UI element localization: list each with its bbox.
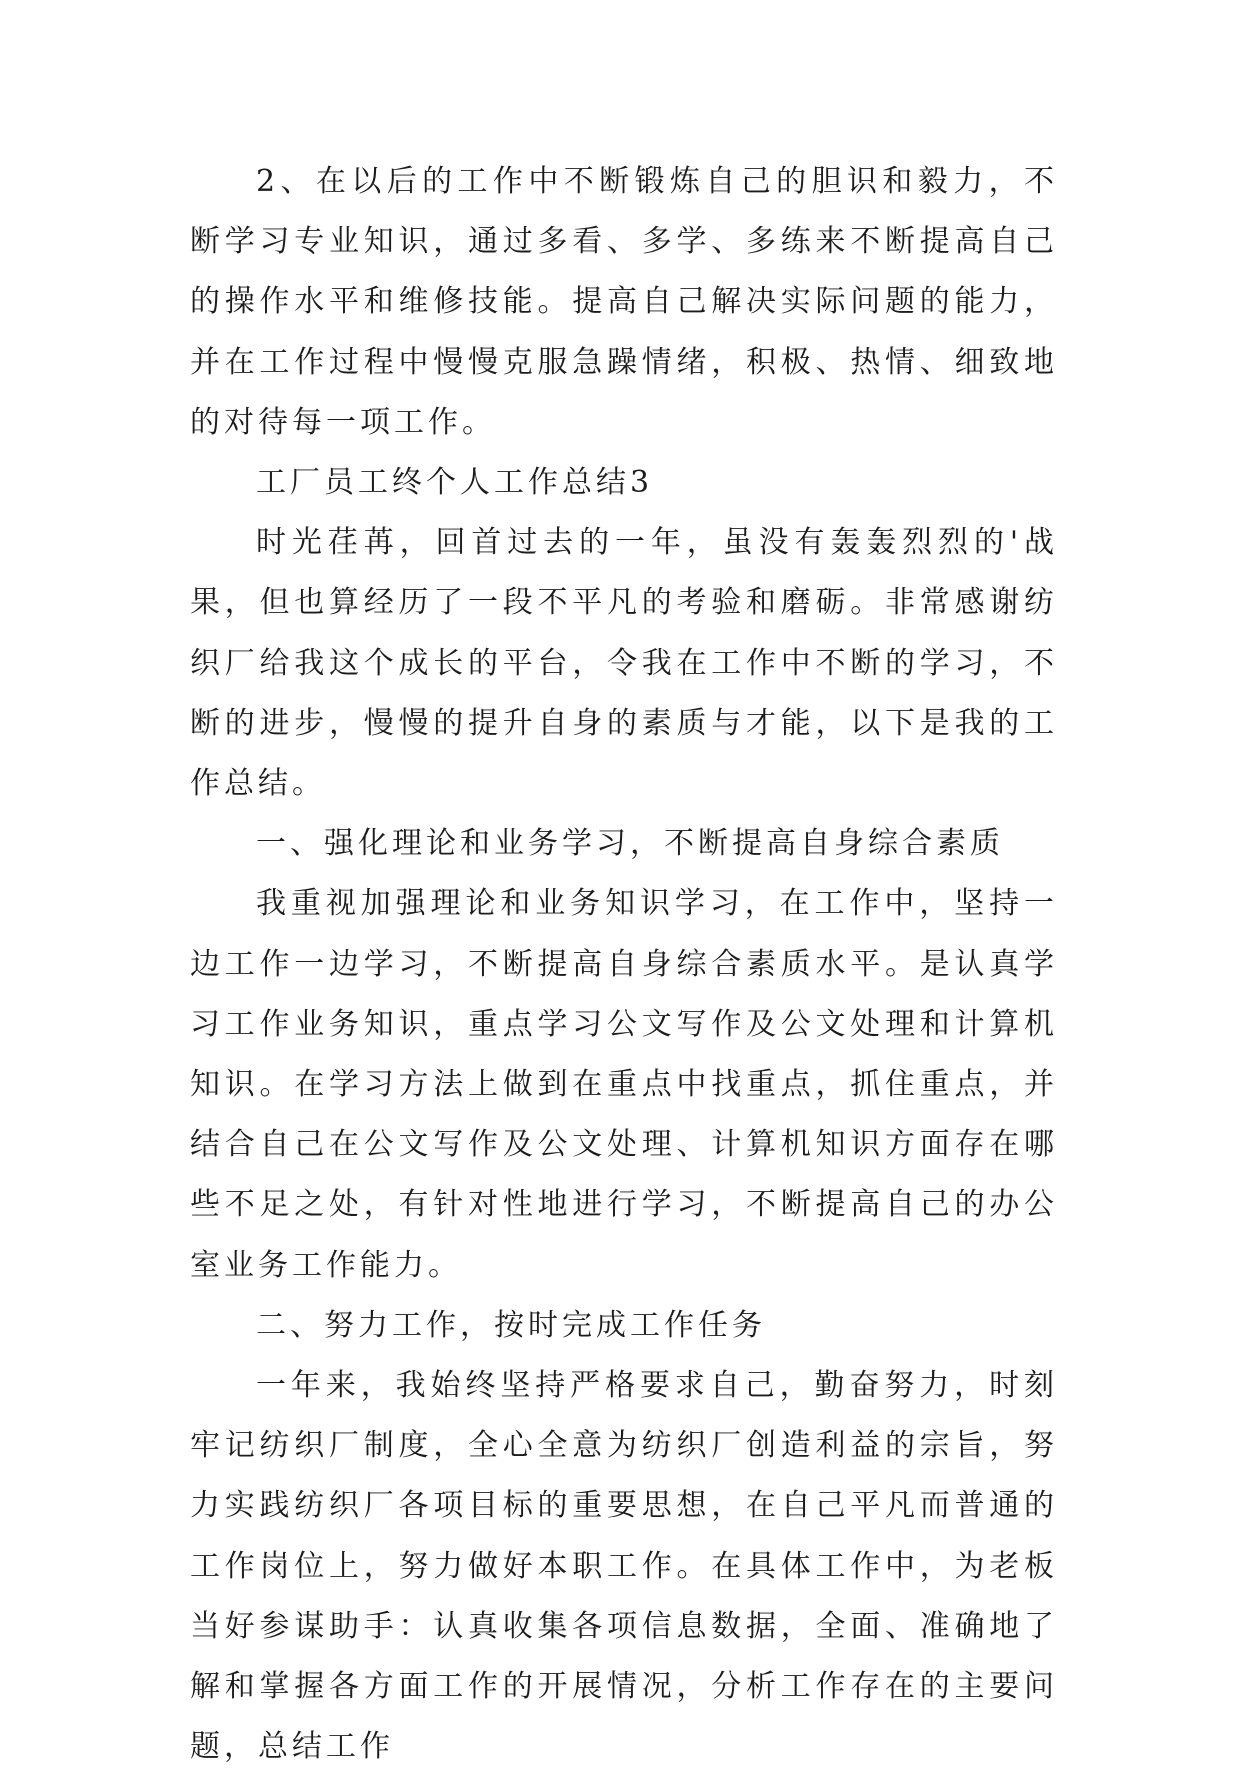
paragraph-work-tasks: 一年来，我始终坚持严格要求自己，勤奋努力，时刻牢记纺织厂制度，全心全意为纺织厂创造利益的宗旨，努力实践纺织厂各项目标的重要思想，在自己平凡而普通的工作岗位上，努力做好本职工作。在具体工作中，为老板当好参谋助手：认真收集各项信息数据，全面、准确地了解和掌握各方面工作的开展情况，分析工作存在的主要问题，总结工作 (190, 1368, 1058, 1765)
heading-theory-study: 一、强化理论和业务学习，不断提高自身综合素质 (256, 826, 1004, 862)
paragraph-introduction: 时光荏苒，回首过去的一年，虽没有轰轰烈烈的'战果，但也算经历了一段不平凡的考验和磨砺。非常感谢纺织厂给我这个成长的平台，令我在工作中不断的学习，不断的进步，慢慢的提升自身的素质与才能，以下是我的工作总结。 (190, 525, 1058, 802)
document-body (190, 152, 1058, 1777)
section-title-summary-3: 工厂员工终个人工作总结3 (256, 465, 654, 501)
heading-work-tasks: 二、努力工作，按时完成工作任务 (256, 1307, 766, 1343)
paragraph-skills-improvement: 2、在以后的工作中不断锻炼自己的胆识和毅力，不断学习专业知识，通过多看、多学、多练来不断提高自己的操作水平和维修技能。提高自己解决实际问题的能力，并在工作过程中慢慢克服急躁情绪，积极、热情、细致地的对待每一项工作。 (190, 164, 1058, 440)
paragraph-theory-study: 我重视加强理论和业务知识学习，在工作中，坚持一边工作一边学习，不断提高自身综合素质水平。是认真学习工作业务知识，重点学习公文写作及公文处理和计算机知识。在学习方法上做到在重点中找重点，抓住重点，并结合自己在公文写作及公文处理、计算机知识方面存在哪些不足之处，有针对性地进行学习，不断提高自己的办公室业务工作能力。 (190, 886, 1058, 1283)
